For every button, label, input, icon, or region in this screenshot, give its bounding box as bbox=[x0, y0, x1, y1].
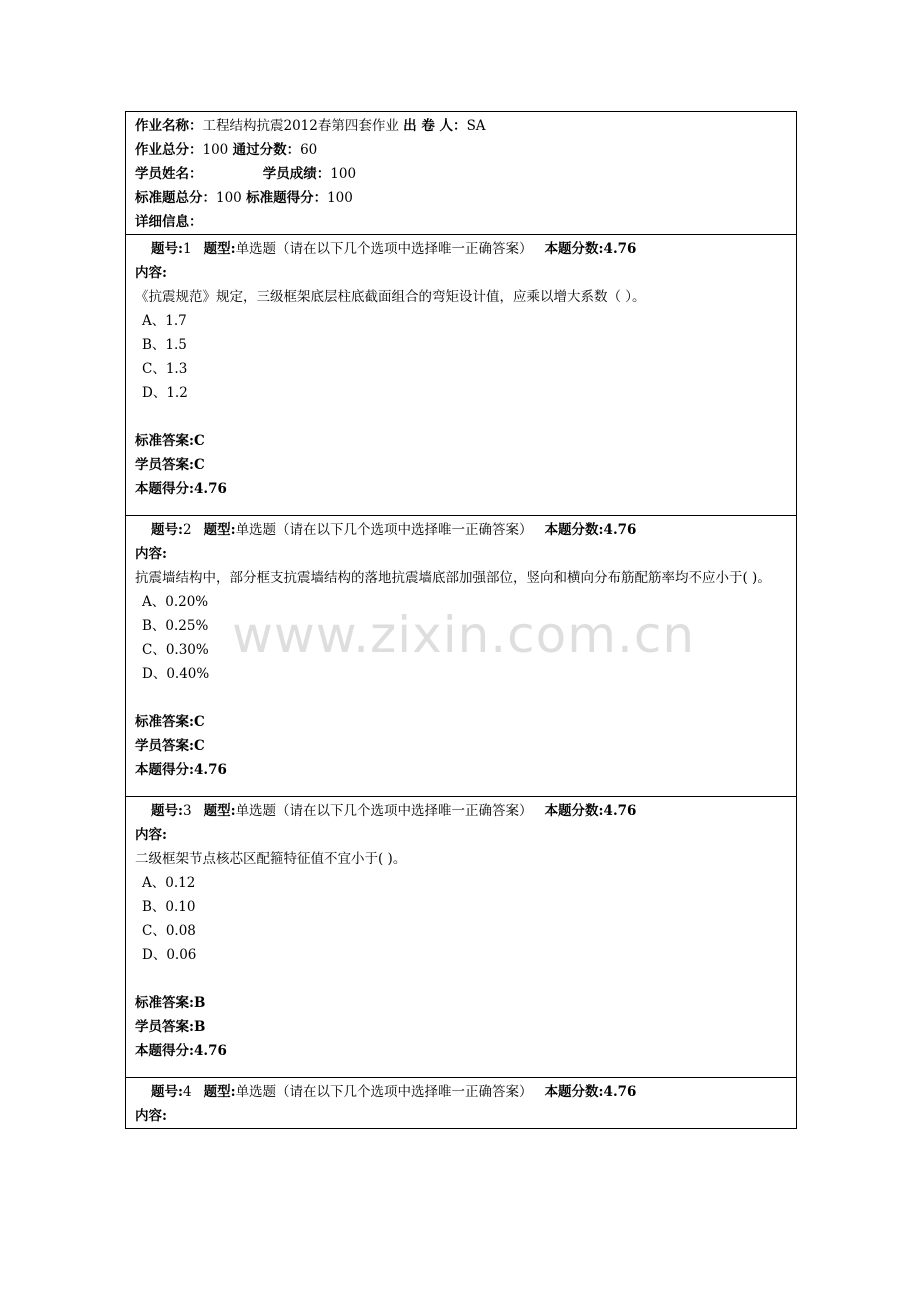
qno-value: 4 bbox=[182, 1084, 192, 1100]
qtype-label: 题型: bbox=[203, 241, 236, 257]
std-got-value: 100 bbox=[327, 190, 353, 206]
question-block-4 bbox=[126, 1078, 796, 1128]
question-block-2 bbox=[126, 516, 796, 797]
option-b: B、0.10 bbox=[142, 899, 196, 915]
standard-answer: B bbox=[193, 995, 206, 1011]
question-header bbox=[135, 237, 787, 261]
student-answer-row: 学员答案:B bbox=[135, 1019, 206, 1035]
detail-row bbox=[135, 210, 787, 234]
student-answer-row: 学员答案:C bbox=[135, 457, 205, 473]
qscore-value: 4.76 bbox=[603, 1084, 637, 1100]
std-total-value: 100 bbox=[216, 190, 242, 206]
option-d: D、0.06 bbox=[142, 947, 197, 963]
qno-value: 2 bbox=[182, 522, 192, 538]
watermark: www.zixin.com.cn bbox=[232, 606, 696, 664]
qscore-label: 本题分数: bbox=[544, 1084, 604, 1100]
student-score-label: 学员成绩： bbox=[262, 166, 331, 182]
option-c: C、0.08 bbox=[142, 923, 196, 939]
question-block-1 bbox=[126, 235, 796, 516]
standard-answer: C bbox=[193, 714, 205, 730]
option-a: A、0.12 bbox=[142, 875, 196, 891]
standard-answer: C bbox=[193, 433, 205, 449]
option-d: D、1.2 bbox=[142, 385, 188, 401]
author-label: 出 卷 人： bbox=[403, 118, 467, 134]
detail-label: 详细信息： bbox=[135, 214, 203, 230]
total-value: 100 bbox=[202, 142, 229, 158]
question-header bbox=[135, 518, 787, 542]
option-c: C、0.30% bbox=[142, 642, 209, 658]
standard-answer-row: 标准答案:C bbox=[135, 714, 205, 730]
standard-answer-row: 标准答案:C bbox=[135, 433, 205, 449]
question-score: 4.76 bbox=[193, 762, 227, 778]
standard-score-row bbox=[135, 186, 787, 210]
qno-value: 3 bbox=[182, 803, 192, 819]
qtype-label: 题型: bbox=[203, 1084, 236, 1100]
content-label: 内容: bbox=[135, 827, 167, 843]
question-score-row: 本题得分:4.76 bbox=[135, 481, 227, 497]
author-value: SA bbox=[466, 118, 486, 134]
question-block-3 bbox=[126, 797, 796, 1078]
standard-answer-row: 标准答案:B bbox=[135, 995, 206, 1011]
qtype-label: 题型: bbox=[203, 803, 236, 819]
qscore-label: 本题分数: bbox=[544, 241, 604, 257]
question-header bbox=[135, 799, 787, 823]
student-name-label: 学员姓名： bbox=[135, 166, 203, 182]
content-label: 内容: bbox=[135, 1108, 167, 1124]
question-header bbox=[135, 1080, 787, 1104]
qtype-value: 单选题（请在以下几个选项中选择唯一正确答案） bbox=[235, 803, 533, 819]
student-answer: C bbox=[193, 738, 205, 754]
header-block bbox=[126, 112, 796, 235]
qtype-value: 单选题（请在以下几个选项中选择唯一正确答案） bbox=[235, 1084, 533, 1100]
homework-name-value: 工程结构抗震2012春第四套作业 bbox=[202, 118, 399, 134]
homework-total-row bbox=[135, 138, 787, 162]
student-row bbox=[135, 162, 787, 186]
qno-label: 题号: bbox=[151, 803, 183, 819]
total-label: 作业总分： bbox=[135, 142, 203, 158]
qscore-value: 4.76 bbox=[603, 803, 637, 819]
option-b: B、0.25% bbox=[142, 618, 209, 634]
qno-value: 1 bbox=[182, 241, 192, 257]
std-total-label: 标准题总分： bbox=[135, 190, 216, 206]
student-answer-row: 学员答案:C bbox=[135, 738, 205, 754]
option-b: B、1.5 bbox=[142, 337, 187, 353]
option-a: A、0.20% bbox=[142, 594, 209, 610]
qno-label: 题号: bbox=[151, 1084, 183, 1100]
std-got-label: 标准题得分： bbox=[246, 190, 328, 206]
content-label: 内容: bbox=[135, 546, 167, 562]
question-score: 4.76 bbox=[193, 481, 227, 497]
question-text: 《抗震规范》规定，三级框架底层柱底截面组合的弯矩设计值，应乘以增大系数（ ）。 bbox=[135, 289, 646, 305]
question-score-row: 本题得分:4.76 bbox=[135, 1043, 227, 1059]
qtype-value: 单选题（请在以下几个选项中选择唯一正确答案） bbox=[235, 522, 533, 538]
student-score-value: 100 bbox=[330, 166, 357, 182]
qscore-value: 4.76 bbox=[603, 522, 637, 538]
question-score-row: 本题得分:4.76 bbox=[135, 762, 227, 778]
question-text: 抗震墙结构中，部分框支抗震墙结构的落地抗震墙底部加强部位，竖向和横向分布筋配筋率均不应小于( )。 bbox=[135, 570, 771, 586]
homework-sheet bbox=[125, 111, 797, 1129]
student-answer: B bbox=[193, 1019, 206, 1035]
qscore-label: 本题分数: bbox=[544, 522, 604, 538]
pass-value: 60 bbox=[300, 142, 318, 158]
homework-name-label: 作业名称： bbox=[135, 118, 203, 134]
qno-label: 题号: bbox=[151, 522, 183, 538]
option-d: D、0.40% bbox=[142, 666, 210, 682]
homework-name-row bbox=[135, 114, 787, 138]
qno-label: 题号: bbox=[151, 241, 183, 257]
qtype-value: 单选题（请在以下几个选项中选择唯一正确答案） bbox=[235, 241, 533, 257]
qtype-label: 题型: bbox=[203, 522, 236, 538]
option-a: A、1.7 bbox=[142, 313, 187, 329]
student-answer: C bbox=[193, 457, 205, 473]
option-c: C、1.3 bbox=[142, 361, 188, 377]
content-label: 内容: bbox=[135, 265, 167, 281]
qscore-label: 本题分数: bbox=[544, 803, 604, 819]
pass-label: 通过分数： bbox=[232, 142, 301, 158]
qscore-value: 4.76 bbox=[603, 241, 637, 257]
question-score: 4.76 bbox=[193, 1043, 227, 1059]
question-text: 二级框架节点核芯区配箍特征值不宜小于( )。 bbox=[135, 851, 407, 867]
